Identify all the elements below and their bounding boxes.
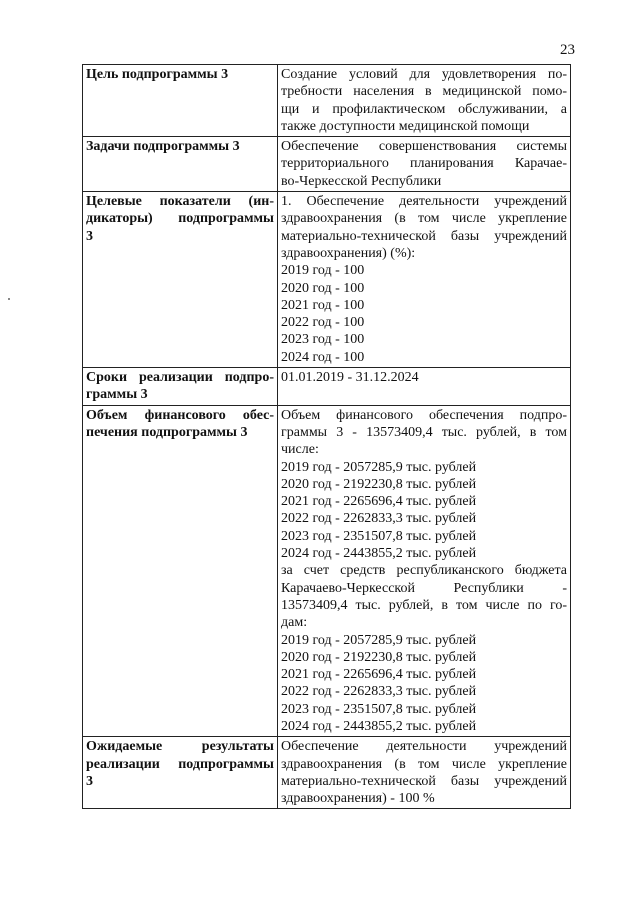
row-label-expected-results [83,737,278,809]
row-label-tasks [83,137,278,192]
page-number: 23 [560,42,575,58]
value-line: 2019 год - 100 [281,263,365,279]
value-line: здравоохранения (в том числе укрепление [281,756,567,772]
value-line: также доступности медицинской помощи [281,118,530,134]
value-line: Карачаево-Черкесской Республики - [281,580,567,596]
table-row-indicators [83,192,571,368]
row-label-funding [83,405,278,737]
label-line: Ожидаемые результаты [86,739,274,755]
value-line: 2023 год - 2351507,8 тыс. рублей [281,701,477,717]
value-line: 2020 год - 2192230,8 тыс. рублей [281,476,477,492]
label-line: печения подпрограммы 3 [86,424,248,440]
value-line: за счет средств республиканского бюджета [281,563,567,579]
row-value-timeline [278,368,571,406]
value-line: 2020 год - 2192230,8 тыс. рублей [281,649,477,665]
row-label-timeline [83,368,278,406]
label-line: Задачи подпрограммы 3 [86,139,240,155]
value-line: Создание условий для удовлетворения по- [281,67,567,82]
row-value-expected-results [278,737,571,809]
value-line: требности населения в медицинской помо- [281,84,567,100]
label-line: граммы 3 [86,387,148,403]
value-line: 2023 год - 100 [281,332,365,348]
value-line: 2021 год - 2265696,4 тыс. рублей [281,494,477,510]
label-line: 3 [86,228,93,244]
row-value-tasks [278,137,571,192]
label-line: Целевые показатели (ин- [86,194,274,210]
value-line: 2023 год - 2351507,8 тыс. рублей [281,528,477,544]
scan-speck [8,298,10,300]
value-line: 2022 год - 2262833,3 тыс. рублей [281,511,477,527]
value-line: Обеспечение деятельности учреждений [281,739,567,755]
table-row-tasks [83,137,571,192]
value-line: числе: [281,442,319,458]
label-line: реализации подпрограммы [86,756,274,772]
table-row-timeline [83,368,571,406]
label-line: Объем финансового обес- [86,407,274,423]
value-line: 2019 год - 2057285,9 тыс. рублей [281,459,477,475]
value-line: 13573409,4 тыс. рублей, в том числе по го- [281,597,567,613]
value-line: во-Черкесской Республики [281,173,442,189]
row-value-indicators [278,192,571,368]
value-line: 2022 год - 100 [281,315,365,331]
value-line: здравоохранения) (%): [281,245,416,261]
table-row-expected-results [83,737,571,809]
value-line: Объем финансового обеспечения подпро- [281,407,567,423]
value-line: 2020 год - 100 [281,280,365,296]
row-label-goal [83,65,278,137]
value-line: дам: [281,615,308,631]
value-line: материально-технической базы учреждений [281,228,567,244]
value-line: здравоохранения) - 100 % [281,791,435,807]
value-line: 2021 год - 100 [281,297,365,313]
value-line: территориального планирования Карачае- [281,156,567,172]
value-line: 1. Обеспечение деятельности учреждений [281,194,567,210]
value-line: 01.01.2019 - 31.12.2024 [281,370,419,386]
table-row-goal [83,65,571,137]
value-line: граммы 3 - 13573409,4 тыс. рублей, в том [281,424,567,440]
value-line: 2024 год - 100 [281,349,365,365]
row-value-funding [278,405,571,737]
value-line: щи и профилактическом обслуживании, а [281,101,567,117]
value-line: здравоохранения (в том числе укрепление [281,211,567,227]
label-line: дикаторы) подпрограммы [86,211,274,227]
row-label-indicators [83,192,278,368]
table-row-funding [83,405,571,737]
label-line: 3 [86,773,93,789]
row-value-goal [278,65,571,137]
value-line: Обеспечение совершенствования системы [281,139,567,155]
value-line: 2022 год - 2262833,3 тыс. рублей [281,684,477,700]
label-line: Цель подпрограммы 3 [86,67,229,82]
value-line: 2021 год - 2265696,4 тыс. рублей [281,667,477,683]
value-line: 2024 год - 2443855,2 тыс. рублей [281,718,477,734]
value-line: материально-технической базы учреждений [281,773,567,789]
value-line: 2024 год - 2443855,2 тыс. рублей [281,546,477,562]
value-line: 2019 год - 2057285,9 тыс. рублей [281,632,477,648]
subprogram-passport-table [82,64,571,809]
label-line: Сроки реализации подпро- [86,370,274,386]
